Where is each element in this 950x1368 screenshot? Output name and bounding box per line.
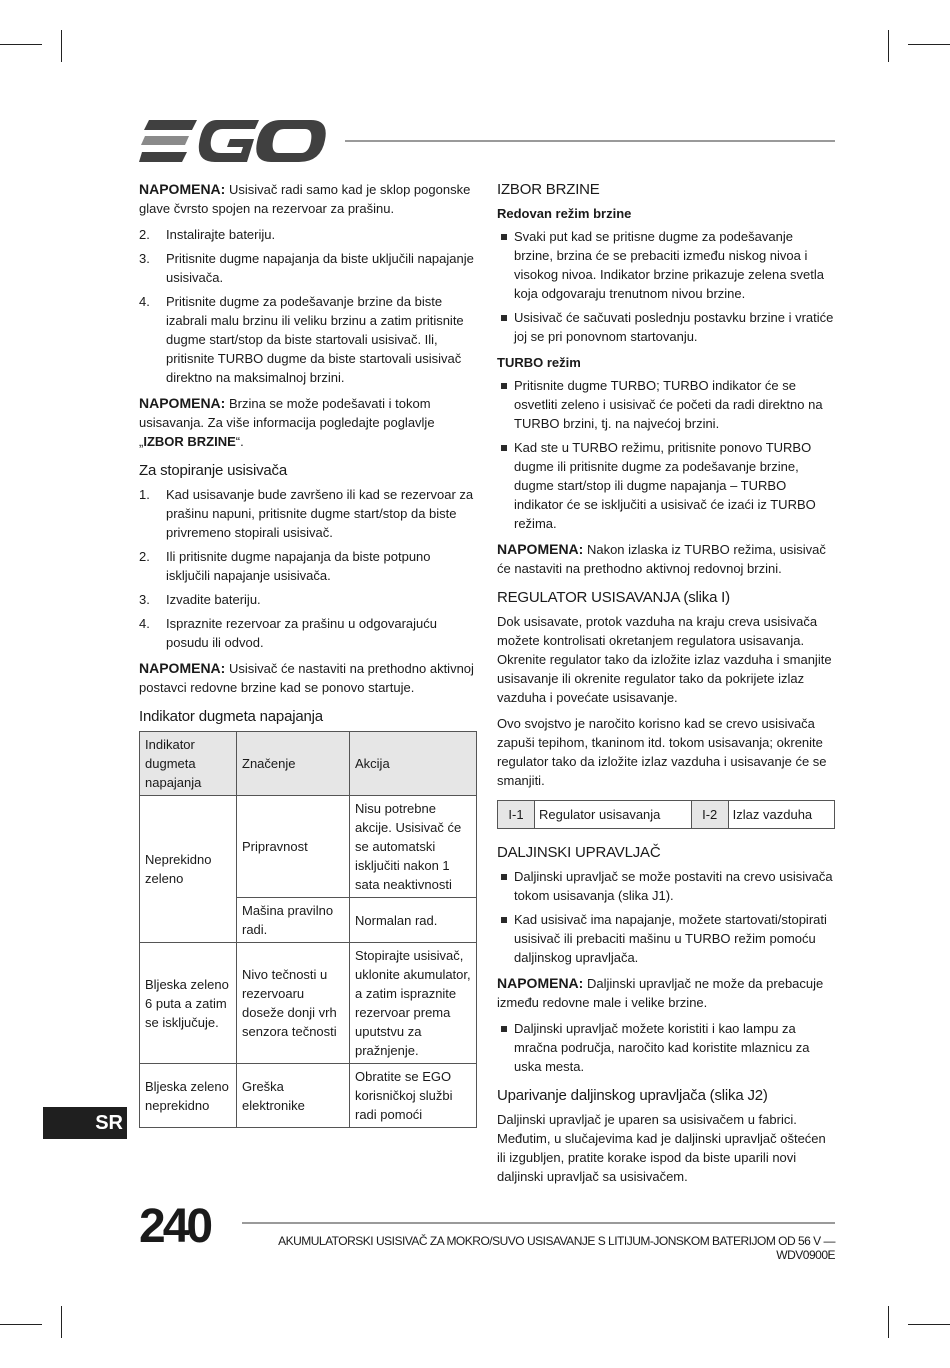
table-cell: Nivo tečnosti u rezervoaru doseže donji vrh senzora tečnosti (237, 943, 350, 1064)
table-cell: Nisu potrebne akcije. Usisivač će se automatski isključiti nakon 1 sata neaktivnosti (350, 796, 477, 898)
section-heading: Uparivanje daljinskog upravljača (slika J2) (497, 1087, 768, 1104)
crop-mark (0, 44, 42, 45)
header-rule (345, 140, 835, 142)
table-cell: Regulator usisavanja (535, 801, 692, 829)
paragraph: Daljinski upravljač je uparen sa usisivačem u fabrici. Međutim, u slučajevima kad je daljinski upravljač oštećen ili izgubljen, pratite korake ispod da biste uparili novi daljinski upravljač sa usisivačem. (497, 1112, 826, 1184)
crop-mark (888, 30, 889, 62)
table-cell: Pripravnost (237, 796, 350, 898)
table-row (498, 801, 835, 829)
section-heading: REGULATOR USISAVANJA (slika I) (497, 589, 730, 606)
section-heading: Indikator dugmeta napajanja (139, 708, 323, 725)
list-item: 3. Pritisnite dugme napajanja da biste uključili napajanje usisivača. (139, 251, 474, 285)
table-cell: Mašina pravilno radi. (237, 898, 350, 943)
table-cell: Izlaz vazduha (728, 801, 834, 829)
list-item: 4. Ispraznite rezervoar za prašinu u odgovarajuću posudu ili odvod. (139, 616, 437, 650)
table-cell: Obratite se EGO korisničkoj službi radi pomoći (350, 1064, 477, 1128)
section-heading: Za stopiranje usisivača (139, 462, 287, 479)
crop-mark (908, 1324, 950, 1325)
note: NAPOMENA: Daljinski upravljač ne može da prebacuje između redovne male i velike brzine. (497, 975, 824, 1010)
language-tab: SR (43, 1107, 127, 1139)
list-item: 4. Pritisnite dugme za podešavanje brzine da biste izabrali malu brzinu ili veliku brzinu a zatim pritisnite dugme start/stop da biste startovali usisivač. Ili, pritisnite TURBO dugme da biste startovali usisivač direktno na maksimalnoj brzini. (139, 294, 464, 385)
note: NAPOMENA: Brzina se može podešavati i tokom usisavanja. Za više informacija pogledajte poglavlje „IZBOR BRZINE“. (139, 395, 435, 449)
subsection-heading: TURBO režim (497, 355, 581, 370)
crop-mark (0, 1324, 42, 1325)
section-heading: IZBOR BRZINE (497, 181, 600, 198)
list-item: 1. Kad usisavanje bude završeno ili kad se rezervoar za prašinu napuni, pritisnite dugme start/stop da biste privremeno stopirali usisivač. (139, 487, 474, 540)
crop-mark (908, 44, 950, 45)
regulator-table (497, 800, 835, 829)
crop-mark (61, 30, 62, 62)
list-item: 2. Ili pritisnite dugme napajanja da biste potpuno isključili napajanje usisivača. (139, 549, 431, 583)
ego-logo (139, 118, 329, 166)
bullet-list (497, 1019, 835, 1076)
table-cell: I-2 (691, 801, 728, 829)
section-heading: DALJINSKI UPRAVLJAČ (497, 844, 661, 861)
table-cell: Bljeska zeleno 6 puta a zatim se isključuje. (140, 943, 237, 1064)
footer-rule (242, 1222, 835, 1224)
table-row (140, 1064, 477, 1128)
note: NAPOMENA: Usisivač će nastaviti na prethodno aktivnoj postavci redovne brzine kad se ponovo startuje. (139, 660, 474, 695)
list-item: Daljinski upravljač se može postaviti na crevo usisivača tokom usisavanja (slika J1). (497, 867, 835, 905)
left-column (139, 180, 477, 1128)
paragraph: Dok usisavate, protok vazduha na kraju creva usisivača možete kontrolisati okretanjem regulatora usisavanja. Okrenite regulator tako da izložite izlaz vazduha i smanjite usisavanje ili okrenite regulator tako da pokrijete izlaz vazduha i povećate usisavanje. (497, 614, 832, 705)
list-item: Kad ste u TURBO režimu, pritisnite ponovo TURBO dugme ili pritisnite dugme za podešavanje brzine, dugme start/stop ili dugme napajanja – TURBO indikator će se isključiti a usisivač će izaći iz TURBO režima. (497, 438, 835, 533)
crop-mark (888, 1306, 889, 1338)
list-item: 3. Izvadite bateriju. (139, 592, 261, 607)
table-row (140, 796, 477, 898)
bullet-list (497, 867, 835, 967)
bullet-list (497, 376, 835, 533)
steps-list (139, 225, 477, 387)
note: NAPOMENA: Nakon izlaska iz TURBO režima, usisivač će nastaviti na prethodno aktivnoj redovnoj brzini. (497, 541, 826, 576)
table-cell: Stopirajte usisivač, uklonite akumulator, a zatim ispraznite rezervoar prema uputstvu za pražnjenje. (350, 943, 477, 1064)
footer-title: AKUMULATORSKI USISIVAČ ZA MOKRO/SUVO USISAVANJE S LITIJUM-JONSKOM BATERIJOM OD 56 V — WDV0900E (278, 1234, 835, 1262)
indicator-table (139, 731, 477, 1128)
list-item: 2. Instalirajte bateriju. (139, 227, 276, 242)
right-column (497, 180, 835, 1193)
column-header: Indikator dugmeta napajanja (140, 732, 237, 796)
page-number: 240 (139, 1200, 211, 1253)
crop-mark (61, 1306, 62, 1338)
list-item: Kad usisivač ima napajanje, možete startovati/stopirati usisivač ili prebaciti mašinu u TURBO režim pomoću daljinskog upravljača. (497, 910, 835, 967)
bullet-list (497, 227, 835, 346)
column-header: Značenje (237, 732, 350, 796)
note: NAPOMENA: Usisivač radi samo kad je sklop pogonske glave čvrsto spojen na rezervoar za prašinu. (139, 181, 471, 216)
column-header: Akcija (350, 732, 477, 796)
paragraph: Ovo svojstvo je naročito korisno kad se crevo usisivača zapuši tepihom, tkaninom itd. tokom usisavanja; okrenite regulator tako da izložite izlaz vazduha i usisavanje će se smanjiti. (497, 716, 827, 788)
table-cell: Normalan rad. (350, 898, 477, 943)
list-item: Daljinski upravljač možete koristiti i kao lampu za mračna područja, naročito kad koristite mlaznicu za uska mesta. (497, 1019, 835, 1076)
table-header-row (140, 732, 477, 796)
list-item: Pritisnite dugme TURBO; TURBO indikator će se osvetliti zeleno i usisivač će početi da radi direktno na TURBO brzini, tj. na najvećoj brzini. (497, 376, 835, 433)
steps-list (139, 485, 477, 652)
table-cell: Bljeska zeleno neprekidno (140, 1064, 237, 1128)
table-cell: Neprekidno zeleno (140, 796, 237, 943)
list-item: Usisivač će sačuvati poslednju postavku brzine i vratiće joj se pri ponovnom startovanju. (497, 308, 835, 346)
list-item: Svaki put kad se pritisne dugme za podešavanje brzine, brzina će se prebaciti između niskog nivoa i visokog nivoa. Indikator brzine prikazuje zelena svetla koja odgovaraju trenutnom nivou brzine. (497, 227, 835, 303)
subsection-heading: Redovan režim brzine (497, 206, 632, 221)
table-cell: Greška elektronike (237, 1064, 350, 1128)
table-row (140, 943, 477, 1064)
table-cell: I-1 (498, 801, 535, 829)
